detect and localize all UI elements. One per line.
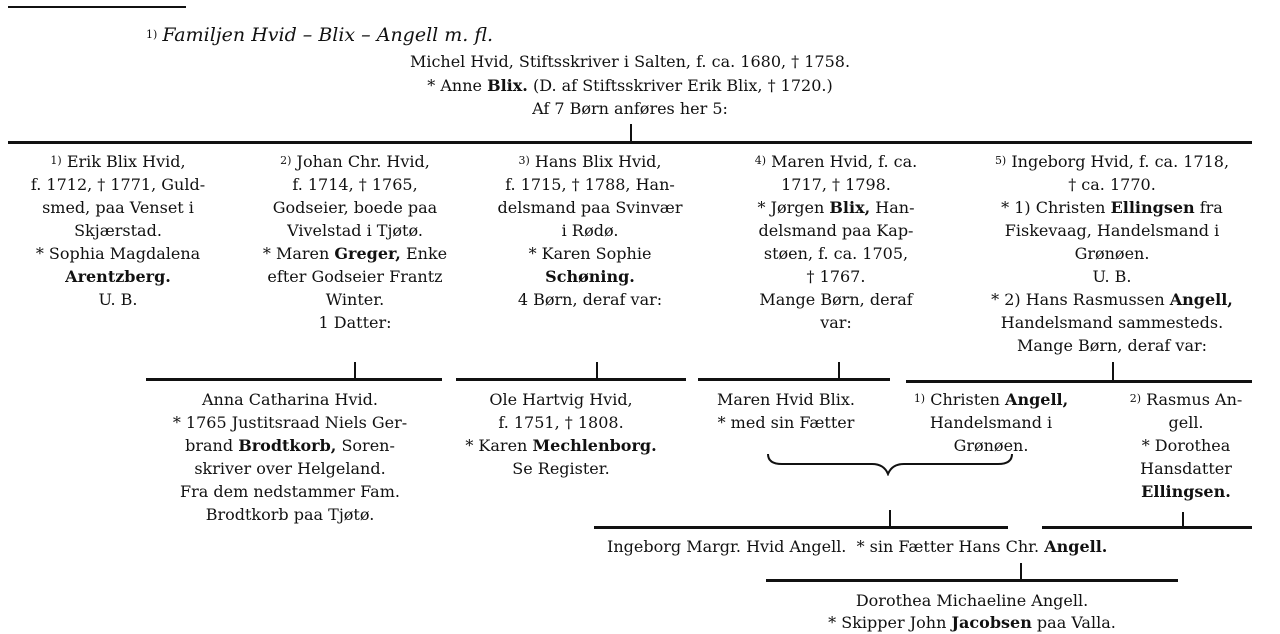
child-5-line: $^{5)}$ Ingeborg Hvid, f. ca. 1718, (994, 152, 1230, 171)
anna-line: brand Brodtkorb, Soren- (185, 436, 395, 455)
rasmus-line: Ellingsen. (1141, 482, 1231, 501)
child-1-line: $^{1)}$ Erik Blix Hvid, (50, 152, 186, 171)
child-2-line: $^{2)}$ Johan Chr. Hvid, (280, 152, 430, 171)
child-1-line: U. B. (98, 290, 138, 309)
child-5-line: Grønøen. (1074, 244, 1150, 263)
branch-line-child-4 (698, 378, 890, 381)
child-2-line: f. 1714, † 1765, (292, 175, 418, 194)
child-2-line: Vivelstad i Tjøtø. (287, 221, 423, 240)
child-3-line: * Karen Sophie (528, 244, 652, 263)
marriage-line-text: Ingeborg Margr. Hvid Angell. * sin Fætter Hans Chr. Angell. (607, 537, 1108, 556)
child-3-line: Schøning. (545, 267, 635, 286)
anna-line: Anna Catharina Hvid. (202, 390, 378, 409)
maren-line: * med sin Fætter (717, 413, 855, 432)
child-4-line: Mange Børn, deraf (759, 290, 913, 309)
root-spouse: * Anne Blix. (D. af Stiftsskriver Erik Blix, † 1720.) (427, 76, 833, 95)
ole-line: * Karen Mechlenborg. (465, 436, 657, 455)
branch-line-child-3 (456, 378, 686, 381)
final-person: Dorothea Michaeline Angell. (855, 591, 1089, 610)
child-4-line: * Jørgen Blix, Han- (757, 198, 915, 217)
drop-line-child-5 (1112, 362, 1114, 382)
child-1-line: smed, paa Venset i (42, 198, 194, 217)
child-4-line: støen, f. ca. 1705, (763, 244, 909, 263)
child-3-line: i Rødø. (561, 221, 619, 240)
maren-line: Maren Hvid Blix. (717, 390, 855, 409)
child-2-line: Winter. (325, 290, 385, 309)
rasmus-line: $^{2)}$ Rasmus An- (1129, 390, 1243, 409)
child-5-line: Handelsmand sammesteds. (1000, 313, 1224, 332)
child-2-line: * Maren Greger, Enke (262, 244, 448, 263)
child-1-line: Skjærstad. (74, 221, 162, 240)
christen-line: Grønøen. (953, 436, 1029, 455)
anna-line: * 1765 Justitsraad Niels Ger- (172, 413, 408, 432)
children-intro: Af 7 Børn anføres her 5: (532, 99, 728, 118)
child-3-line: $^{3)}$ Hans Blix Hvid, (518, 152, 662, 171)
anna-line: skriver over Helgeland. (194, 459, 386, 478)
child-1-line: Arentzberg. (65, 267, 171, 286)
branch-line-child-5 (906, 380, 1252, 383)
root-person: Michel Hvid, Stiftsskriver i Salten, f. ca. 1680, † 1758. (409, 52, 851, 71)
child-4-line: † 1767. (806, 267, 866, 286)
child-1-line: * Sophia Magdalena (35, 244, 201, 263)
child-3-line: 4 Børn, deraf var: (517, 290, 663, 309)
generation-line (8, 141, 1252, 144)
final-spouse: * Skipper John Jacobsen paa Valla. (828, 613, 1116, 632)
child-2-line: efter Godseier Frantz (267, 267, 443, 286)
christen-line: $^{1)}$ Christen Angell, (913, 390, 1069, 409)
root-drop-line (630, 124, 632, 142)
child-5-line: U. B. (1092, 267, 1132, 286)
ole-line: Se Register. (512, 459, 610, 478)
marriage-brace (760, 452, 1020, 476)
rasmus-line: Hansdatter (1140, 459, 1232, 478)
anna-line: Brodtkorb paa Tjøtø. (205, 505, 375, 524)
child-1-line: f. 1712, † 1771, Guld- (30, 175, 206, 194)
final-branch-line (766, 579, 1178, 582)
rasmus-line: * Dorothea (1141, 436, 1231, 455)
christen-line: Handelsmand i (929, 413, 1053, 432)
child-5-line: Fiskevaag, Handelsmand i (1004, 221, 1220, 240)
child-3-line: f. 1715, † 1788, Han- (505, 175, 675, 194)
marriage-line-right (1042, 526, 1252, 529)
child-4-line: 1717, † 1798. (781, 175, 891, 194)
child-2-line: Godseier, boede paa (272, 198, 438, 217)
branch-line-child-2 (146, 378, 442, 381)
child-4-line: delsmand paa Kap- (758, 221, 914, 240)
child-5-line: Mange Børn, deraf var: (1016, 336, 1208, 355)
ole-line: Ole Hartvig Hvid, (489, 390, 633, 409)
child-5-line: † ca. 1770. (1068, 175, 1156, 194)
title: $^{1)}$ Familjen Hvid – Blix – Angell m. fl. (146, 24, 494, 46)
child-5-line: * 2) Hans Rasmussen Angell, (991, 290, 1233, 309)
top-rule (8, 6, 186, 8)
marriage-line-left (594, 526, 1008, 529)
anna-line: Fra dem nedstammer Fam. (180, 482, 400, 501)
rasmus-line: gell. (1168, 413, 1204, 432)
child-2-line: 1 Datter: (318, 313, 392, 332)
child-5-line: * 1) Christen Ellingsen fra (1001, 198, 1223, 217)
child-4-line: var: (820, 313, 852, 332)
child-4-line: $^{4)}$ Maren Hvid, f. ca. (754, 152, 918, 171)
child-3-line: delsmand paa Svinvær (497, 198, 683, 217)
ole-line: f. 1751, † 1808. (498, 413, 624, 432)
